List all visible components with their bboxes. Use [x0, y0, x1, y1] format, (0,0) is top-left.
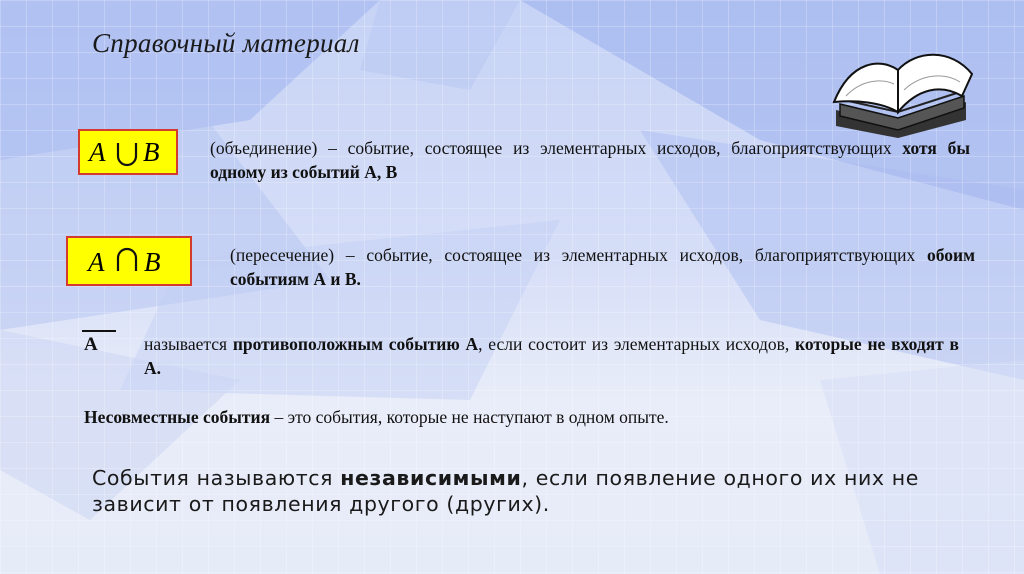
- incompatible-text: – это события, которые не наступают в одном опыте.: [270, 407, 669, 427]
- opposite-text-1: называется: [144, 334, 233, 354]
- svg-text:A: A: [89, 137, 106, 167]
- intersection-symbol-glyph: [74, 241, 184, 281]
- page-title: Справочный материал: [92, 28, 360, 58]
- union-text-bold: хотя бы одному из событий А, В: [210, 138, 970, 182]
- independent-definition: [92, 465, 942, 517]
- union-text: (объединение) – событие, состоящее из элементарных исходов, благоприятствующих: [210, 138, 903, 158]
- svg-text:B: B: [143, 137, 160, 167]
- svg-text:A: A: [88, 247, 105, 277]
- svg-text:B: B: [144, 247, 161, 277]
- union-symbol-glyph: [83, 134, 173, 170]
- incompatible-term: Несовместные события: [84, 407, 271, 427]
- opposite-text-2: , если состоит из элементарных исходов,: [478, 334, 796, 354]
- intersection-definition: [230, 243, 975, 291]
- incompatible-definition: [84, 407, 669, 428]
- independent-text-1: События называются: [92, 466, 341, 490]
- intersection-text: (пересечение) – событие, состоящее из элементарных исходов, благоприятствующих: [230, 245, 927, 265]
- opposite-symbol: [82, 330, 118, 356]
- opposite-definition: [144, 332, 959, 380]
- book-icon: [826, 40, 976, 138]
- independent-text-2: , если появление одного их них не зависит от появления другого (других).: [92, 466, 919, 516]
- opposite-symbol-letter: A: [84, 334, 98, 355]
- intersection-text-bold: обоим событиям А и В.: [230, 245, 975, 289]
- union-definition: [210, 136, 970, 184]
- opposite-text-bold-1: противоположным событию А: [232, 334, 479, 354]
- independent-text-bold: независимыми: [340, 466, 522, 490]
- union-symbol: [78, 129, 178, 175]
- intersection-symbol: [66, 236, 192, 286]
- overline: [82, 330, 116, 332]
- opposite-text-bold-2: которые не входят в А.: [144, 334, 959, 378]
